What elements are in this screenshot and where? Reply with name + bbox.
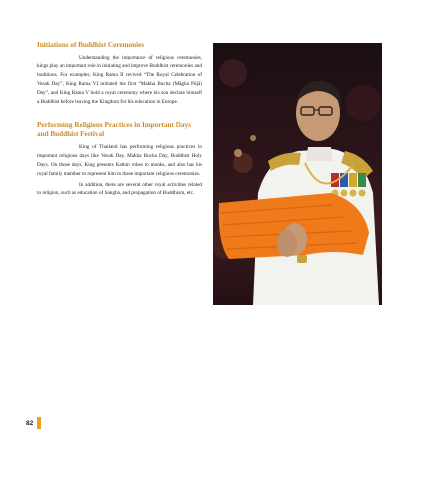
text-column xyxy=(37,41,202,200)
section-paragraph-performing-2: In addition, there are several other royal activities related to religion, such as education of Sangha, and propagation of Buddhism, etc. xyxy=(37,181,202,197)
page-number: 82 xyxy=(26,420,34,427)
section-heading-initiations: Initiations of Buddhist Ceremonies xyxy=(37,41,145,49)
section-paragraph-initiations: Understanding the importance of religious ceremonies, kings play an important role in initiating and improve Buddhist ceremonies and traditions. For examples, King Rama II revived “The Royal Celebration of Vesak Day”, King Rama VI initiated the first “Makha Bucha (Māgha Pūjā) Day”, and King Rama V hold a royal ceremony where his son declare himself a Buddhist before leaving the Kingdom for his education in Europe. xyxy=(37,54,202,106)
king-photo-illustration xyxy=(213,43,382,305)
section-heading-performing: Performing Religious Practices in Important Days and Buddhist Festival xyxy=(37,120,191,139)
section-performing-practices xyxy=(37,121,202,198)
king-photograph xyxy=(213,43,382,305)
page-number-bar xyxy=(37,417,41,429)
section-paragraph-performing-1: King of Thailand has performing religious practices in important religious days like Vesak Day, Makha Bucha Day, Buddhist Holy Days. On those days, King presents Kathin robes to monks, and also has his royal family member to represent him in these important religious ceremonies. xyxy=(37,143,202,177)
